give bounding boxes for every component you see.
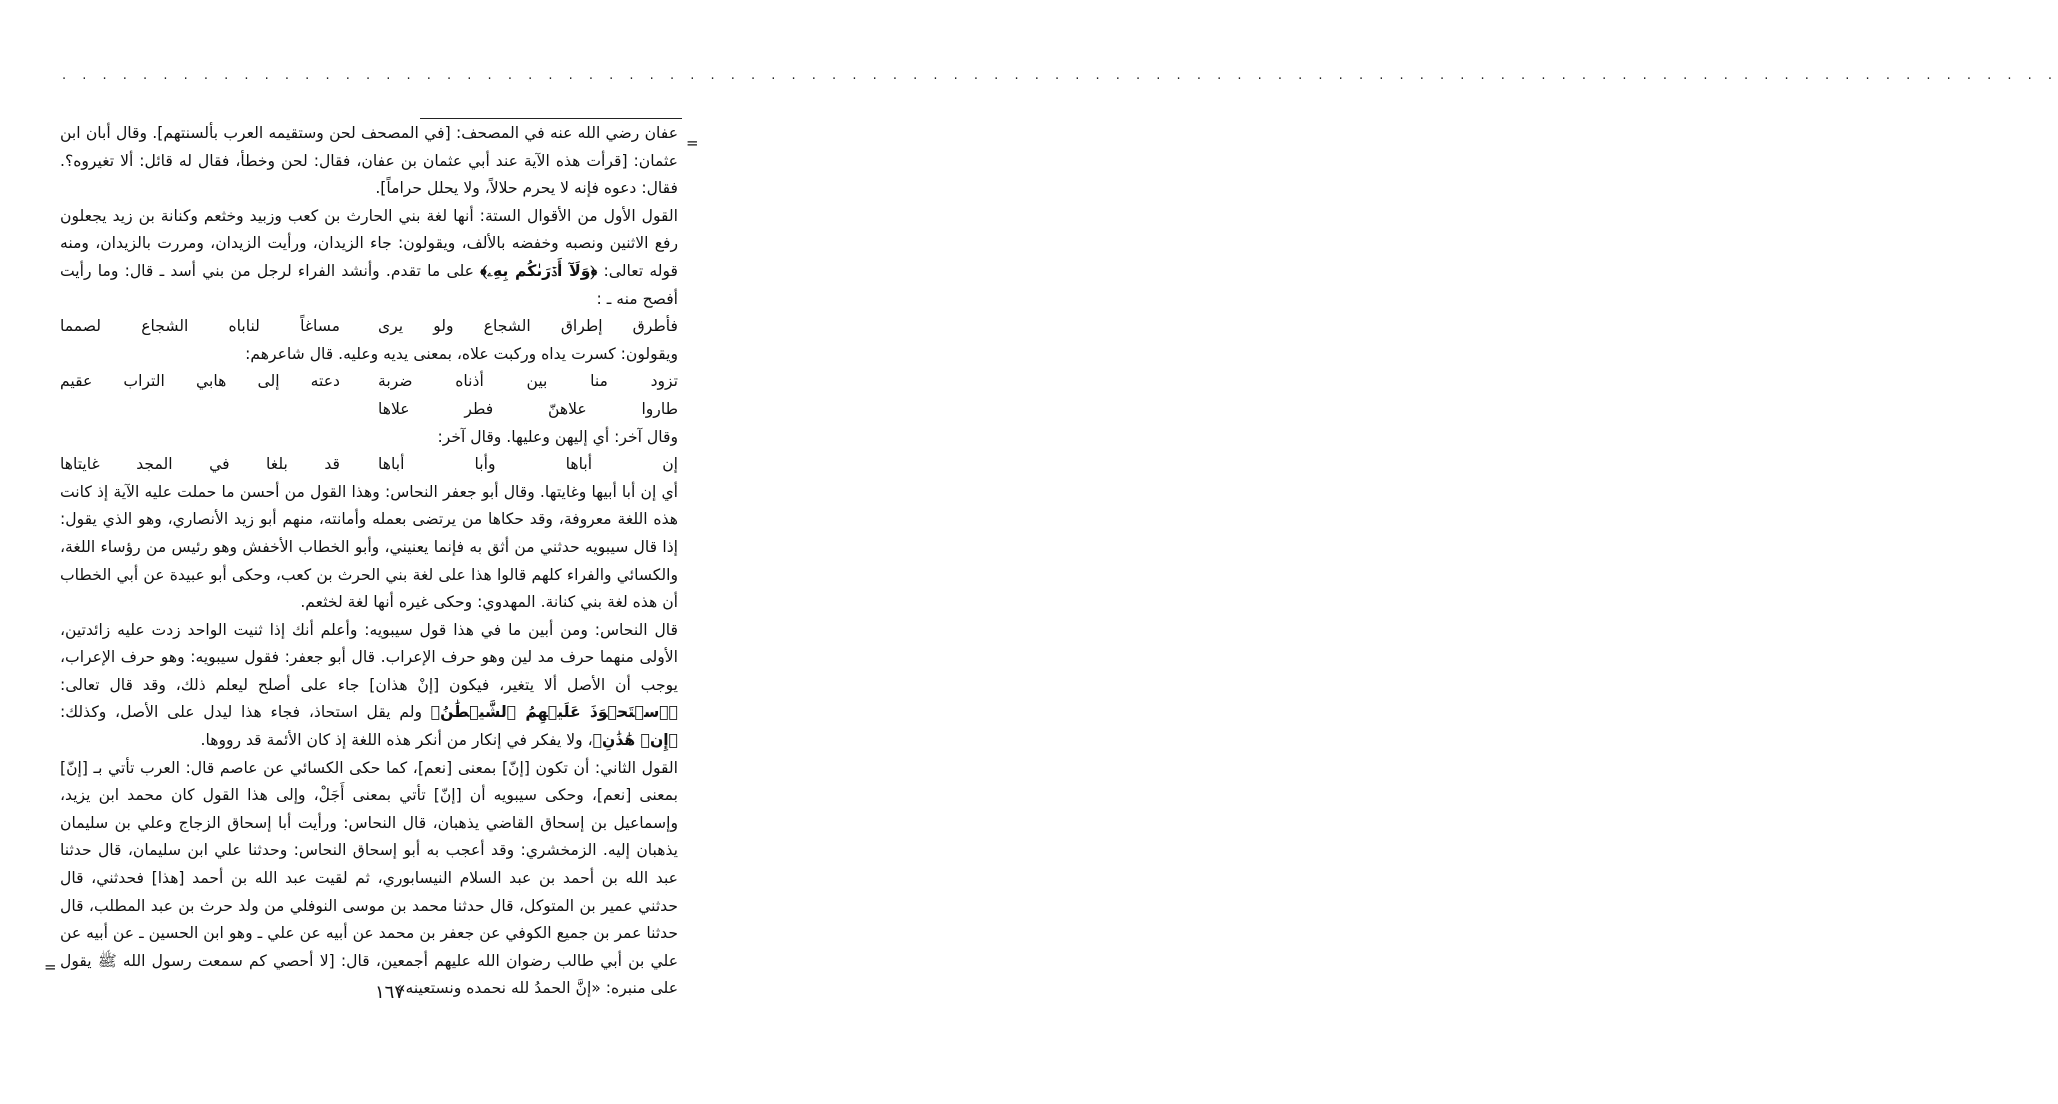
- quran-quote: ﴿ٱسۡتَحۡوَذَ عَلَيۡهِمُ ٱلشَّيۡطَٰنُ﴾: [430, 703, 678, 722]
- continuation-mark: =: [686, 134, 699, 152]
- verse-hemistich-second: دعته إلى هابي التراب عقيم: [60, 372, 340, 391]
- continuation-mark-end: =: [44, 958, 57, 976]
- footnote-rule: [420, 118, 682, 119]
- poem-verse: [60, 451, 678, 479]
- paragraph: وقال آخر: أي إليهن وعليها. وقال آخر:: [437, 427, 678, 446]
- paragraph: [60, 203, 678, 313]
- dotted-separator: . . . . . . . . . . . . . . . . . . . . . . . . . . . . . . . . . . . . . . . . . . . . . . . . . . . . . . . . . . . . . . . . . . . . . . . . . . . . . . . . . . . . . . . . . . . . . . . . . . .: [62, 68, 2058, 83]
- text-run: على ما تقدم. وأنشد الفراء لرجل من بني أسد ـ قال: وما رأيت أفصح منه ـ :: [60, 261, 678, 308]
- text-run: القول الأول من الأقوال الستة: أنها لغة بني الحارث بن كعب وزبيد وخثعم وكنانة بن زيد يجعلون رفع الاثنين ونصبه وخفضه بالألف، ويقولون: جاء الزيدان، ورأيت الزيدان، ومررت بالزيدان، ومنه قوله تعالى:: [60, 206, 679, 280]
- poem-verse: [60, 396, 678, 424]
- paragraph: القول الثاني: أن تكون [إنّ] بمعنى [نعم]، كما حكى الكسائي عن عاصم قال: العرب تأتي بـ [إنّ] بمعنى [نعم]، وحكى سيبويه أن [إنّ] تأتي بمعنى أَجَلْ، وإلى هذا القول كان محمد ابن يزيد، وإسماعيل بن إسحاق القاضي يذهبان، قال النحاس: ورأيت أبا إسحاق الزجاج وعلي بن سليمان يذهبان إليه. الزمخشري: وقد أعجب به أبو إسحاق النحاس: وحدثنا علي ابن سليمان، قال حدثنا عبد الله بن أحمد بن عبد السلام النيسابوري، ثم لقيت عبد الله بن أحمد [هذا] فحدثني، قال حدثني عمير بن المتوكل، قال حدثنا محمد بن موسى النوفلي من ولد حرث بن عبد المطلب، قال حدثنا عمر بن جميع الكوفي عن جعفر بن محمد عن أبيه عن علي ـ وهو ابن الحسين ـ عن أبيه عن علي بن أبي طالب رضوان الله عليهم أجمعين، قال: [لا أحصي كم سمعت رسول الله ﷺ يقول على منبره: «إنَّ الحمدُ لله نحمده ونستعينه»: [60, 758, 678, 998]
- paragraph: أي إن أبا أبيها وغايتها. وقال أبو جعفر النحاس: وهذا القول من أحسن ما حملت عليه الآية إذ كانت هذه اللغة معروفة، وقد حكاها من يرتضى بعمله وأمانته، منهم أبو زيد الأنصاري، وهو الذي يقول: إذا قال سيبويه حدثني من أثق به فإنما يعنيني، وأبو الخطاب الأخفش وهو رئيس من رؤساء اللغة، والكسائي والفراء كلهم قالوا هذا على لغة بني الحرث بن كعب، وحكى أبو عبيدة عن أبي الخطاب أن هذه لغة بني كنانة. المهدوي: وحكى غيره أنها لغة لخثعم.: [60, 482, 678, 612]
- verse-hemistich-first: طاروا علاهنّ فطر علاها: [378, 399, 678, 418]
- poem-verse: [60, 368, 678, 396]
- verse-hemistich-first: تزود منا بين أذناه ضربة: [378, 372, 678, 391]
- quran-quote: ﴿إِنۡ هَٰذَٰنِ﴾: [592, 731, 678, 750]
- verse-hemistich-second: قد بلغا في المجد غايتاها: [60, 455, 340, 474]
- verse-hemistich-first: فأطرق إطراق الشجاع ولو يرى: [378, 317, 678, 336]
- text-run: ولم يقل استحاذ، فجاء هذا ليدل على الأصل، وكذلك:: [60, 703, 422, 722]
- quran-quote: ﴿وَلَآ أَدۡرَىٰكُم بِهِۦ﴾: [480, 261, 598, 280]
- paragraph: ويقولون: كسرت يداه وركبت علاه، بمعنى يديه وعليه. قال شاعرهم:: [245, 344, 678, 363]
- footnote-body: [60, 120, 678, 1003]
- verse-hemistich-second: مساغاً لناباه الشجاع لصمما: [60, 317, 340, 336]
- page-number: ١٦٧: [374, 982, 404, 1003]
- verse-hemistich-first: إن أباها وأبا أباها: [378, 455, 678, 474]
- poem-verse: [60, 313, 678, 341]
- paragraph: [60, 617, 678, 755]
- text-run: ، ولا يفكر في إنكار من أنكر هذه اللغة إذ كان الأئمة قد رووها.: [200, 731, 593, 750]
- paragraph: عفان رضي الله عنه في المصحف: [في المصحف لحن وستقيمه العرب بألسنتهم]. وقال أبان ابن عثمان: [قرأت هذه الآية عند أبي عثمان بن عفان، فقال: لحن وخطأ، فقال له قائل: ألا تغيروه؟. فقال: دعوه فإنه لا يحرم حلالاً، ولا يحلل حراماً].: [60, 124, 678, 198]
- text-run: قال النحاس: ومن أبين ما في هذا قول سيبويه: وأعلم أنك إذا ثنيت الواحد زدت عليه زائدتين، الأولى منهما حرف مد لين وهو حرف الإعراب. قال أبو جعفر: فقول سيبويه: وهو حرف الإعراب، يوجب أن الأصل ألا يتغير، فيكون [إنْ هذان] جاء على أصلح ليعلم ذلك، وقد قال تعالى:: [60, 620, 678, 694]
